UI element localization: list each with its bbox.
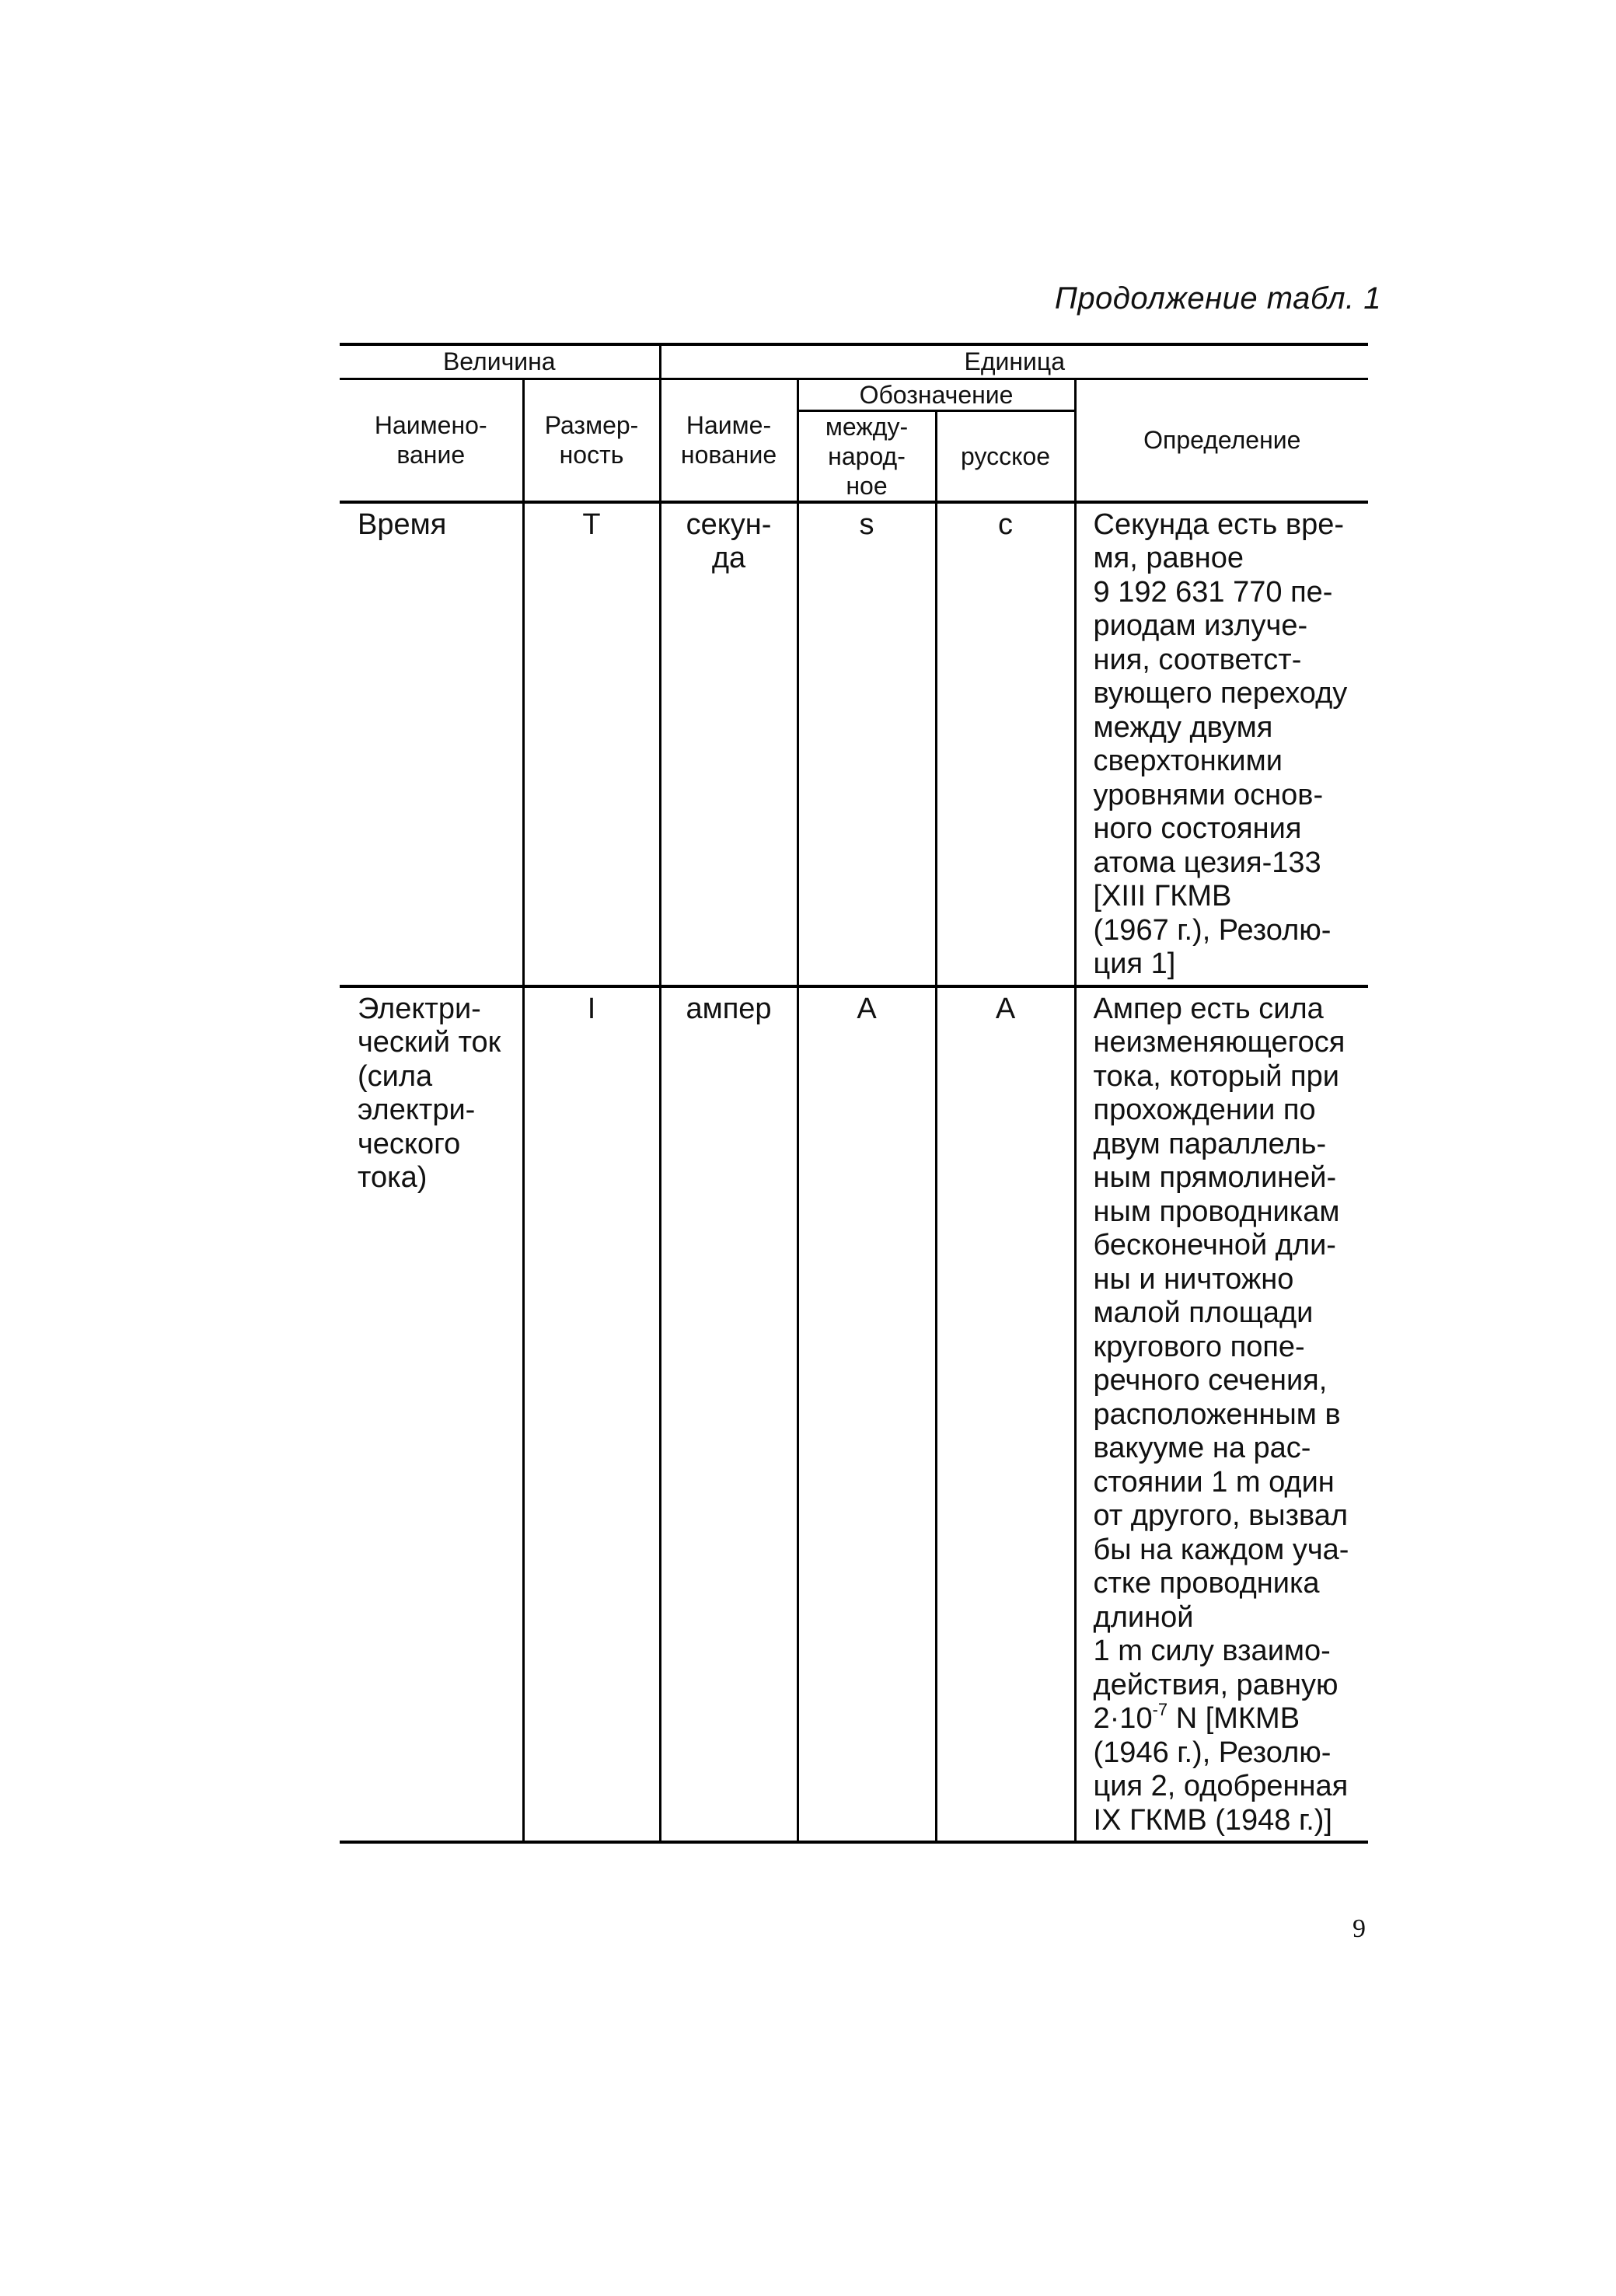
quantity-name-line: (сила bbox=[358, 1059, 433, 1093]
definition-line: 1 m силу взаимо- bbox=[1093, 1635, 1331, 1667]
header-unit-name-line: нование bbox=[680, 441, 777, 469]
definition-line: бы на каждом уча- bbox=[1093, 1533, 1349, 1566]
international-symbol-cell: s bbox=[798, 502, 936, 986]
dimension-cell: T bbox=[523, 502, 660, 986]
definition-line: прохождении по bbox=[1093, 1094, 1316, 1126]
quantity-name-line: электри- bbox=[358, 1094, 476, 1126]
quantity-name-cell bbox=[340, 502, 523, 986]
header-quantity-name-line: Наимено- bbox=[374, 411, 487, 439]
header-dimension-line: Размер- bbox=[544, 411, 639, 439]
definition-cell bbox=[1075, 502, 1368, 986]
russian-symbol-cell: А bbox=[936, 986, 1075, 1843]
definition-line: малой площади bbox=[1093, 1296, 1314, 1329]
definition-line: неизменяющегося bbox=[1093, 1026, 1346, 1059]
definition-line: Секунда есть вре- bbox=[1093, 508, 1344, 541]
quantity-name-line: тока) bbox=[358, 1161, 428, 1194]
header-dimension bbox=[523, 379, 660, 502]
definition-line: вакууме на рас- bbox=[1093, 1432, 1311, 1464]
definition-line: стоянии 1 m один bbox=[1093, 1465, 1335, 1499]
force-rest: N [МКМВ bbox=[1167, 1702, 1300, 1735]
header-definition: Определение bbox=[1075, 379, 1368, 502]
header-quantity-group: Величина bbox=[340, 344, 660, 379]
definition-line: ны и ничтожно bbox=[1093, 1262, 1294, 1296]
unit-name-line: секун- bbox=[686, 508, 772, 541]
header-unit-name-line: Наиме- bbox=[686, 411, 772, 439]
header-symbol-group: Обозначение bbox=[798, 379, 1075, 410]
header-dimension-line: ность bbox=[559, 441, 624, 469]
definition-line: ного состояния bbox=[1093, 812, 1302, 845]
definition-line: кругового попе- bbox=[1093, 1330, 1305, 1363]
header-unit-name bbox=[660, 379, 798, 502]
unit-name-line: ампер bbox=[686, 992, 772, 1025]
definition-line: ция 2, одобренная bbox=[1093, 1770, 1349, 1802]
definition-line: между двумя bbox=[1093, 710, 1273, 744]
definition-line: действия, равную bbox=[1093, 1668, 1339, 1701]
definition-line: ния, соответст- bbox=[1093, 643, 1302, 676]
dimension-cell: I bbox=[523, 986, 660, 1843]
unit-name-cell bbox=[660, 986, 798, 1843]
definition-line: мя, равное bbox=[1093, 542, 1244, 574]
definition-line: тока, который при bbox=[1093, 1059, 1339, 1093]
table-continuation-caption: Продолжение табл. 1 bbox=[1054, 281, 1381, 316]
force-mantissa: 2·10 bbox=[1093, 1702, 1153, 1735]
quantity-name-line: Время bbox=[358, 508, 447, 541]
header-quantity-name bbox=[340, 379, 523, 502]
definition-line: двум параллель- bbox=[1093, 1127, 1327, 1160]
header-russian-symbol: русское bbox=[936, 410, 1075, 502]
header-unit-group: Единица bbox=[660, 344, 1368, 379]
definition-force-line bbox=[1094, 1702, 1364, 1736]
definition-line: сверхтонкими bbox=[1093, 745, 1283, 777]
definition-line: IX ГКМВ (1948 г.)] bbox=[1093, 1803, 1332, 1837]
definition-line: риодам излуче- bbox=[1093, 609, 1308, 642]
definition-line: ным проводникам bbox=[1093, 1195, 1340, 1228]
header-international-line: между- bbox=[825, 412, 909, 441]
table-row bbox=[340, 986, 1368, 1843]
quantity-name-line: Электри- bbox=[358, 992, 481, 1025]
definition-line: длиной bbox=[1093, 1600, 1194, 1634]
definition-line: ция 1] bbox=[1093, 947, 1176, 980]
definition-line: ным прямолиней- bbox=[1093, 1161, 1337, 1194]
header-quantity-name-line: вание bbox=[396, 441, 466, 469]
definition-line: (1967 г.), Резолю- bbox=[1093, 913, 1332, 947]
definition-line: (1946 г.), Резолю- bbox=[1093, 1736, 1332, 1769]
definition-line: атома цезия-133 bbox=[1093, 846, 1321, 879]
quantity-name-line: ческий ток bbox=[358, 1026, 501, 1059]
definition-line: от другого, вызвал bbox=[1093, 1499, 1349, 1532]
header-international-symbol bbox=[798, 410, 936, 502]
russian-symbol-cell: с bbox=[936, 502, 1075, 986]
international-symbol-cell: A bbox=[798, 986, 936, 1843]
header-international-line: народ- bbox=[828, 441, 906, 470]
unit-name-cell bbox=[660, 502, 798, 986]
header-international-line: ное bbox=[846, 471, 888, 500]
definition-cell bbox=[1075, 986, 1368, 1843]
definition-line: [XIII ГКМВ bbox=[1093, 880, 1232, 912]
definition-line: Ампер есть сила bbox=[1093, 992, 1324, 1025]
table-row bbox=[340, 502, 1368, 986]
page-number: 9 bbox=[1352, 1914, 1366, 1943]
unit-name-line: да bbox=[711, 542, 746, 574]
definition-line: стке проводника bbox=[1093, 1567, 1320, 1600]
definition-line: 9 192 631 770 пе- bbox=[1093, 575, 1333, 609]
definition-line: бесконечной дли- bbox=[1093, 1229, 1336, 1261]
quantity-name-cell bbox=[340, 986, 523, 1843]
definition-line: уровнями основ- bbox=[1093, 778, 1324, 811]
definition-line: расположенным в bbox=[1093, 1397, 1341, 1431]
si-units-table bbox=[340, 343, 1368, 1844]
quantity-name-line: ческого bbox=[358, 1127, 461, 1160]
definition-line: вующего переходу bbox=[1093, 677, 1348, 710]
force-exponent: -7 bbox=[1152, 1700, 1168, 1719]
definition-line: речного сечения, bbox=[1093, 1364, 1328, 1397]
